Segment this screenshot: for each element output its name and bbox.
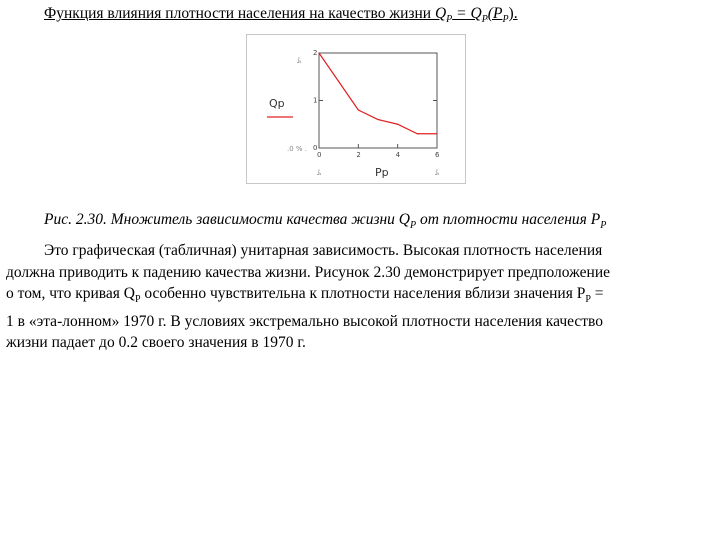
- heading-formula-arg-open: (P: [487, 5, 503, 22]
- figure-frame: [246, 34, 466, 184]
- x-tick-label: 2: [356, 151, 361, 159]
- paragraph-line-3-sub2: P: [585, 294, 591, 306]
- decor-glyph-left: .0 % .: [287, 145, 308, 153]
- x-axis-label: Pp: [375, 166, 389, 179]
- caption-prefix: Рис. 2.30. Множитель зависимости качества жизни Q: [44, 211, 410, 228]
- line-chart: [247, 35, 465, 183]
- paragraph-line-3a: о том, что кривая Q: [6, 285, 135, 302]
- x-tick-label: 4: [395, 151, 401, 159]
- data-point: [358, 109, 359, 110]
- legend-label: Qp: [269, 97, 285, 110]
- data-point: [377, 119, 378, 120]
- y-tick-label: 1: [313, 96, 318, 105]
- decor-glyph-top: ﾑ: [297, 56, 301, 65]
- caption-middle: от плотности населения P: [416, 211, 601, 228]
- paragraph-line-3: [6, 283, 712, 311]
- paragraph-line-2: должна приводить к падению качества жизни. Рисунок 2.30 демонстрирует предположение: [6, 263, 610, 281]
- body-paragraph: [6, 240, 712, 354]
- paragraph-line-1: Это графическая (табличная) унитарная зависимость. Высокая плотность населения: [44, 242, 603, 259]
- paragraph-line-3-sub1: P: [134, 294, 141, 306]
- series-line-qp: [319, 53, 437, 134]
- decor-glyph-bottom-left: ﾑ: [317, 168, 321, 177]
- caption-sub1: P: [410, 220, 417, 232]
- heading-formula-arg-close: ).: [508, 5, 518, 22]
- paragraph-line-5: жизни падает до 0.2 своего значения в 1970 г.: [6, 334, 306, 352]
- data-point: [417, 133, 418, 134]
- heading-formula-arg-sub: P: [502, 14, 509, 26]
- heading-formula-q-sub: P: [446, 14, 453, 26]
- heading-formula-eq: = Q: [452, 5, 482, 22]
- x-tick-label: 6: [435, 151, 440, 159]
- decor-glyph-bottom-right: ﾑ: [435, 168, 439, 177]
- section-heading: [44, 4, 684, 30]
- x-tick-label: 0: [317, 151, 322, 159]
- paragraph-line-3c: =: [590, 285, 604, 302]
- heading-formula-eq-sub: P: [481, 14, 488, 26]
- caption-sub2: P: [600, 220, 607, 232]
- data-point: [397, 124, 398, 125]
- heading-formula-q: Q: [434, 5, 447, 22]
- paragraph-line-4: 1 в «эта-лонном» 1970 г. В условиях экстремально высокой плотности населения качество: [6, 312, 604, 330]
- line-layer: [318, 52, 437, 134]
- y-tick-label: 0: [313, 144, 318, 152]
- tick-layer: [313, 49, 440, 159]
- heading-text: Функция влияния плотности населения на качество жизни: [44, 5, 435, 22]
- figure-caption: [44, 210, 714, 236]
- data-point: [318, 52, 319, 53]
- paragraph-line-3b: особенно чувствительна к плотности населения вблизи значения P: [140, 285, 586, 302]
- data-point: [436, 133, 437, 134]
- data-point: [338, 81, 339, 82]
- y-tick-label: 2: [313, 49, 318, 57]
